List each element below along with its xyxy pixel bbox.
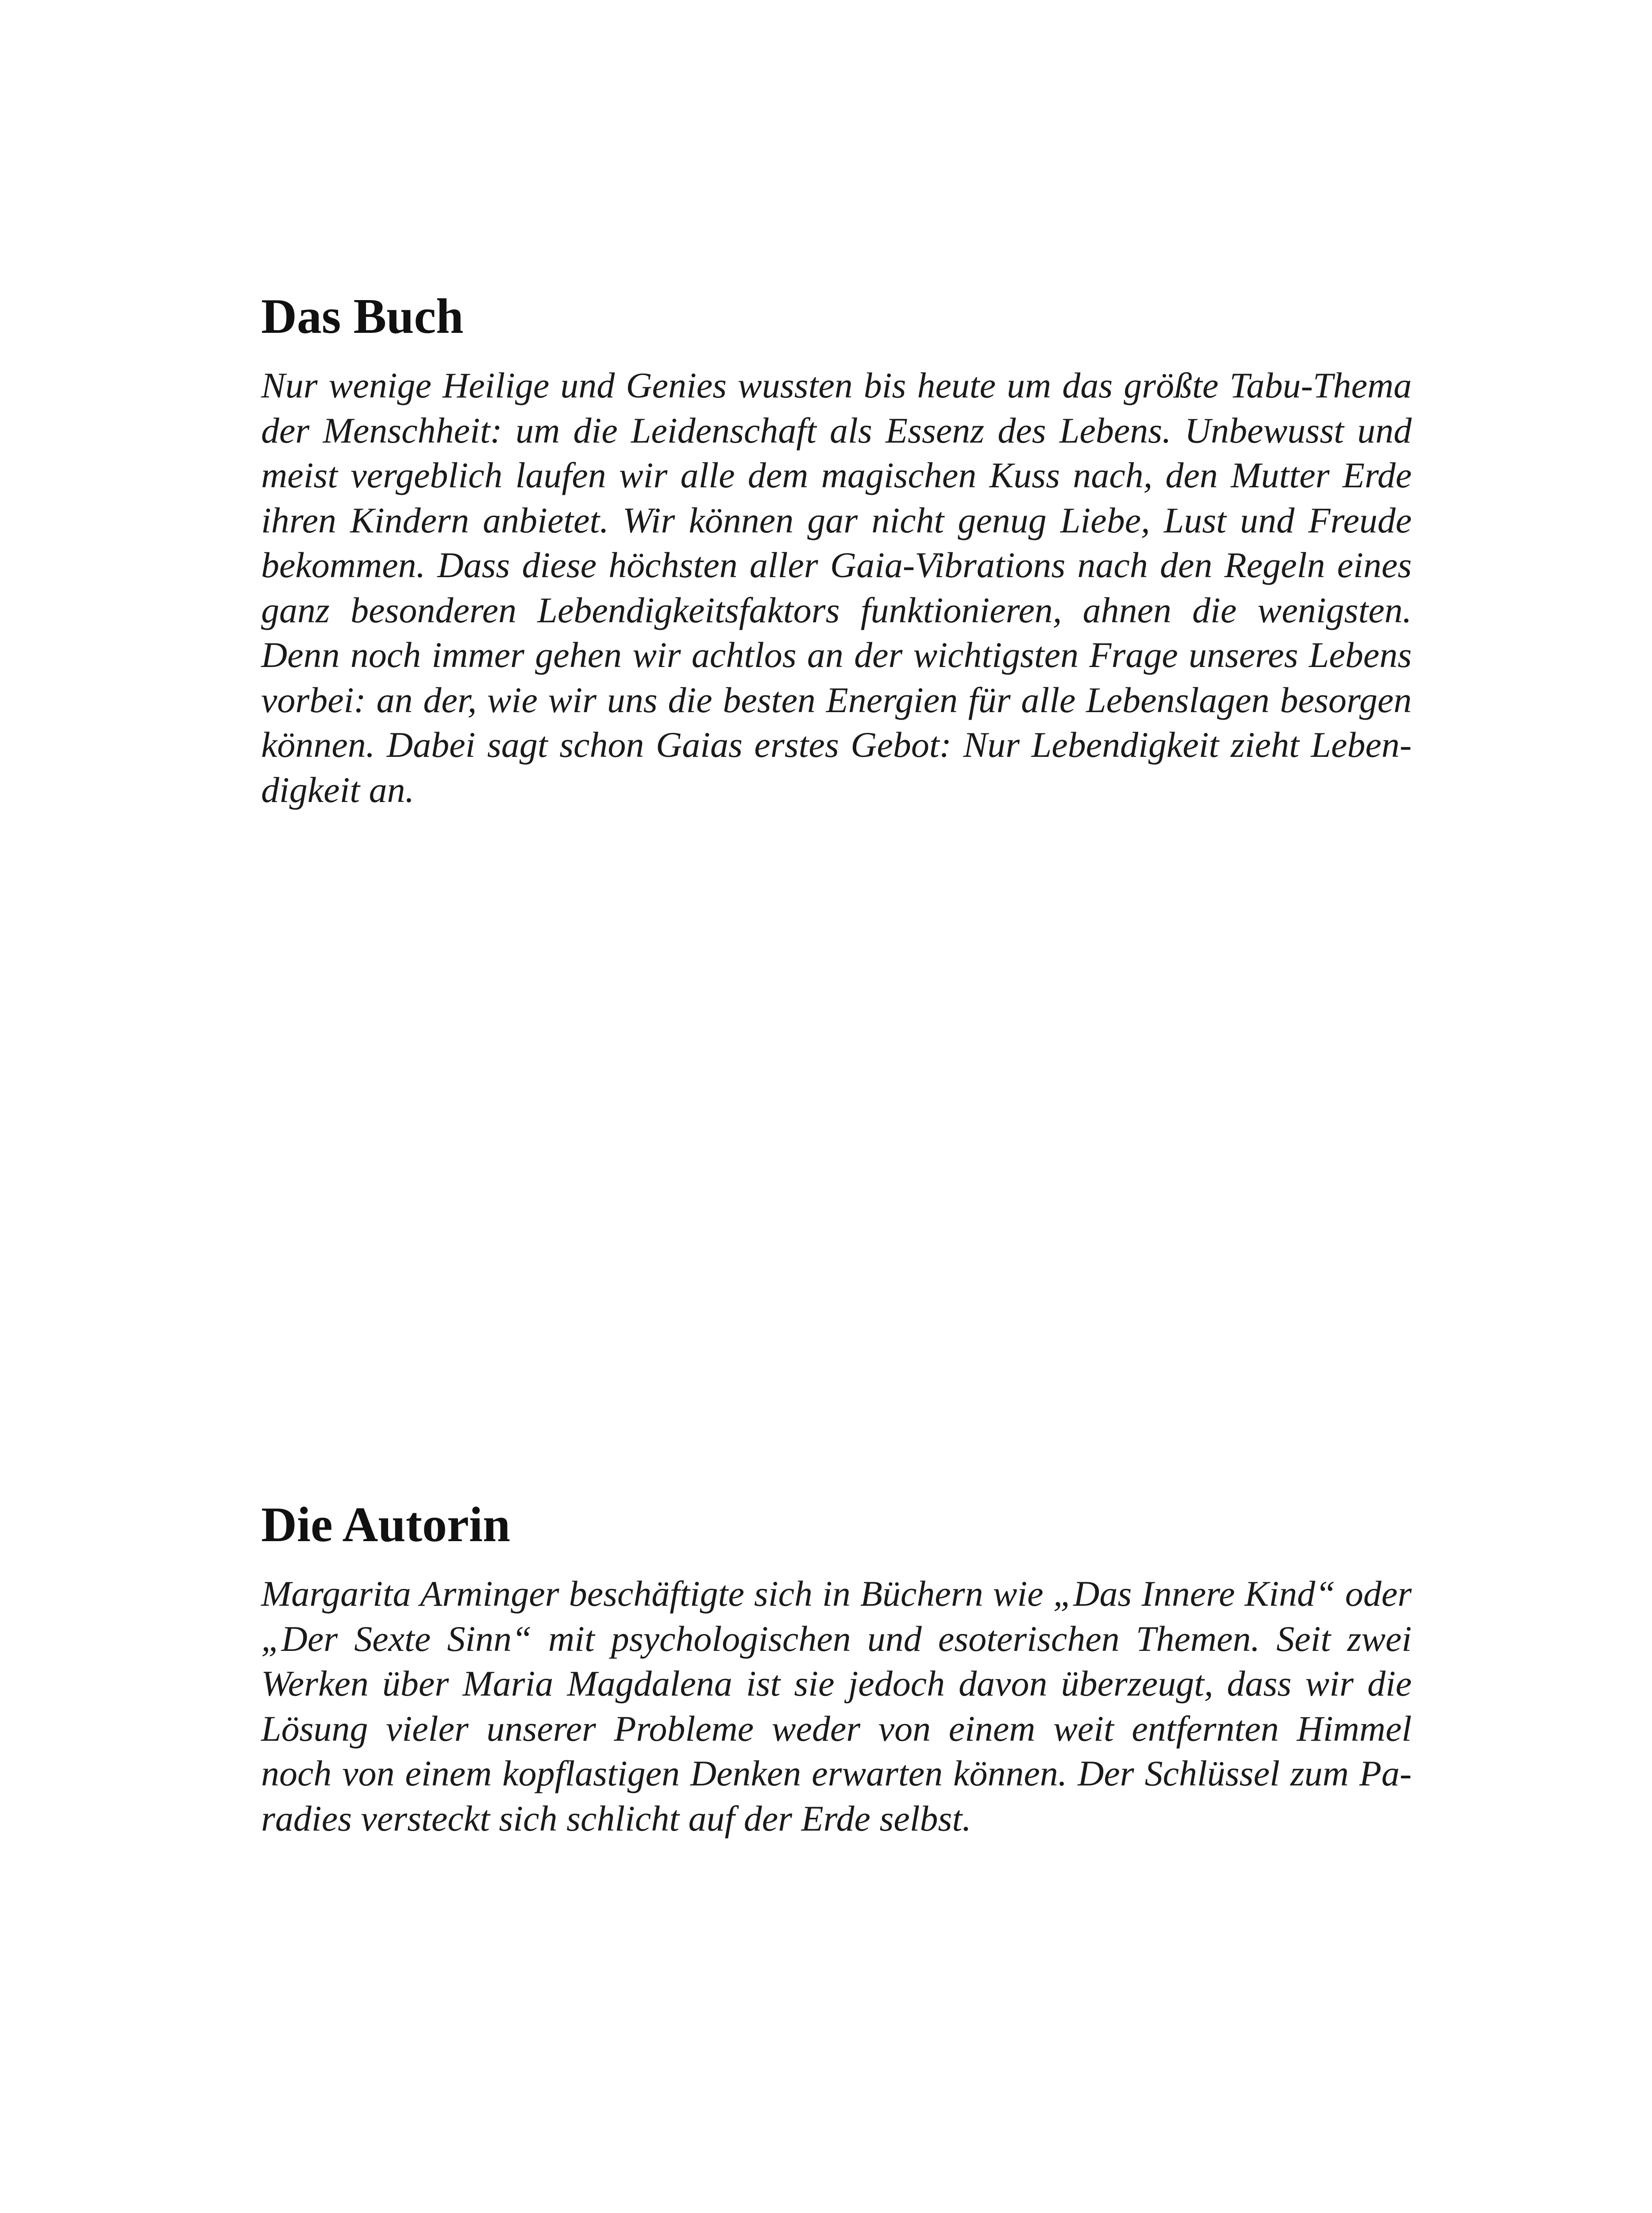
author-description-line: noch von einem kopflastigen Denken erwarten können. Der Schlüssel zum Pa- [261,1753,1412,1793]
book-description-line: bekommen. Dass diese höchsten aller Gaia-Vibrations nach den Regeln eines [261,545,1412,585]
book-description-line: ganz besonderen Lebendigkeitsfaktors funktionieren, ahnen die wenigsten. [261,590,1412,630]
book-description [261,363,1412,812]
book-section [261,283,1412,812]
author-description-line: radies versteckt sich schlicht auf der Erde selbst. [261,1798,971,1839]
book-description-line: der Menschheit: um die Leidenschaft als Essenz des Lebens. Unbewusst und [261,410,1412,451]
book-description-line: meist vergeblich laufen wir alle dem magischen Kuss nach, den Mutter Erde [261,455,1412,495]
book-description-line: vorbei: an der, wie wir uns die besten Energien für alle Lebenslagen besorgen [261,679,1412,720]
book-description-line: digkeit an. [261,769,415,810]
book-description-line: können. Dabei sagt schon Gaias erstes Gebot: Nur Lebendigkeit zieht Leben- [261,725,1412,765]
book-description-line: Nur wenige Heilige und Genies wussten bis heute um das größte Tabu-Thema [261,365,1412,405]
author-description-line: Lösung vieler unserer Probleme weder von einem weit entfernten Himmel [261,1708,1412,1749]
book-heading: Das Buch [261,289,464,344]
author-description-line: Werken über Maria Magdalena ist sie jedoch davon überzeugt, dass wir die [261,1663,1412,1704]
book-description-line: ihren Kindern anbietet. Wir können gar nicht genug Liebe, Lust und Freude [261,500,1412,540]
author-heading: Die Autorin [261,1497,511,1552]
author-description-line: Margarita Arminger beschäftigte sich in Büchern wie „Das Innere Kind“ oder [261,1573,1412,1614]
author-description [261,1571,1412,1841]
author-description-line: „Der Sexte Sinn“ mit psychologischen und esoterischen Themen. Seit zwei [261,1618,1412,1659]
author-section [261,1492,1412,1841]
book-description-line: Denn noch immer gehen wir achtlos an der wichtigsten Frage unseres Lebens [261,635,1412,675]
